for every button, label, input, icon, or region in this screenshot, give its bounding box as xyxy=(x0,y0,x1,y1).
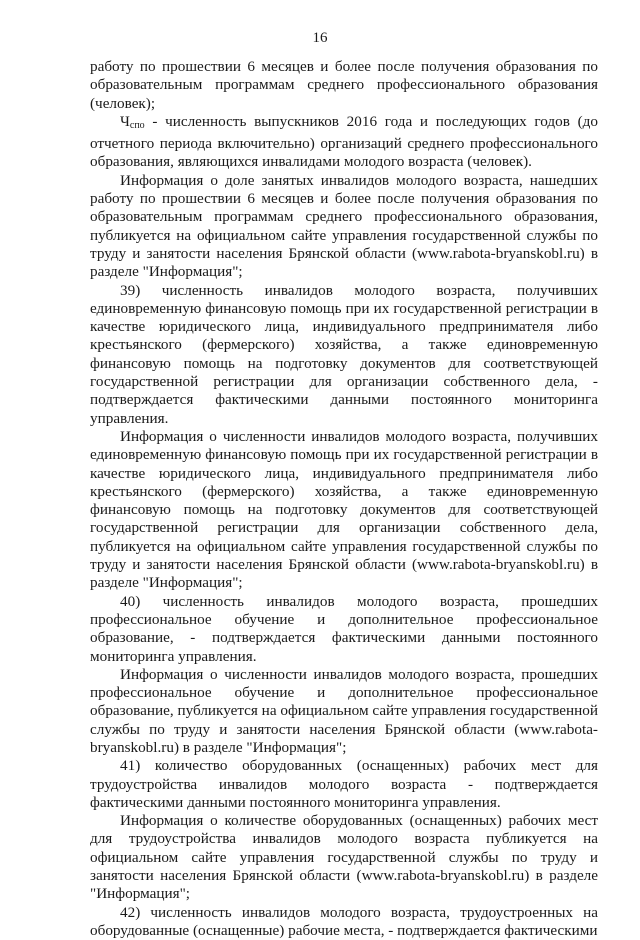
paragraph-item-39: 39) численность инвалидов молодого возраста, получивших единовременную финансовую помощь при их государственной регистрации в качестве юридического лица, индивидуального предпринимателя либо крестьянского (фермерского) хозяйства, а также единовременную финансовую помощь на подготовку документов для соответствующей государственной регистрации для организации собственного дела, - подтверждается фактическими данными постоянного мониторинга управления. xyxy=(90,281,598,427)
paragraph: Информация о доле занятых инвалидов молодого возраста, нашедших работу по прошествии 6 месяцев и более после получения образования по образовательным программам среднего профессионального образования, публикуется на официальном сайте управления государственной службы по труду и занятости населения Брянской области (www.rabota-bryanskobl.ru) в разделе "Информация"; xyxy=(90,171,598,281)
paragraph-item-40: 40) численность инвалидов молодого возраста, прошедших профессиональное обучение и дополнительное профессиональное образование, - подтверждается фактическими данными постоянного мониторинга управления. xyxy=(90,592,598,665)
paragraph: Информация о численности инвалидов молодого возраста, получивших единовременную финансовую помощь при их государственной регистрации в качестве юридического лица, индивидуального предпринимателя либо крестьянского (фермерского) хозяйства, а также единовременную финансовую помощь на подготовку документов для соответствующей государственной регистрации для организации собственного дела, публикуется на официальном сайте управления государственной службы по труду и занятости населения Брянской области (www.rabota-bryanskobl.ru) в разделе "Информация"; xyxy=(90,427,598,592)
paragraph: Информация о количестве оборудованных (оснащенных) рабочих мест для трудоустройства инвалидов молодого возраста публикуется на официальном сайте управления государственной службы по труду и занятости населения Брянской области (www.rabota-bryanskobl.ru) в разделе "Информация"; xyxy=(90,812,598,903)
variable-symbol: Ч xyxy=(120,112,130,130)
paragraph: Информация о численности инвалидов молодого возраста, прошедших профессиональное обучение и дополнительное профессиональное образование, публикуется на официальном сайте управления государственной службы по труду и занятости населения Брянской области (www.rabota-bryanskobl.ru) в разделе "Информация"; xyxy=(90,665,598,756)
paragraph-with-variable xyxy=(90,113,598,172)
variable-subscript: спо xyxy=(129,119,145,131)
paragraph-item-42: 42) численность инвалидов молодого возраста, трудоустроенных на оборудованные (оснащенные) рабочие места, - подтверждается фактическими xyxy=(90,903,598,939)
page-number: 16 xyxy=(312,30,328,46)
paragraph-item-41: 41) количество оборудованных (оснащенных) рабочих мест для трудоустройства инвалидов молодого возраста - подтверждается фактическими данными постоянного мониторинга управления. xyxy=(90,757,598,811)
document-body xyxy=(90,58,598,940)
variable-definition: - численность выпускников 2016 года и последующих годов (до отчетного периода включительно) организаций среднего профессионального образования, являющихся инвалидами молодого возраста (человек). xyxy=(90,112,598,171)
paragraph: работу по прошествии 6 месяцев и более после получения образования по образовательным программам среднего профессионального образования (человек); xyxy=(90,58,598,112)
